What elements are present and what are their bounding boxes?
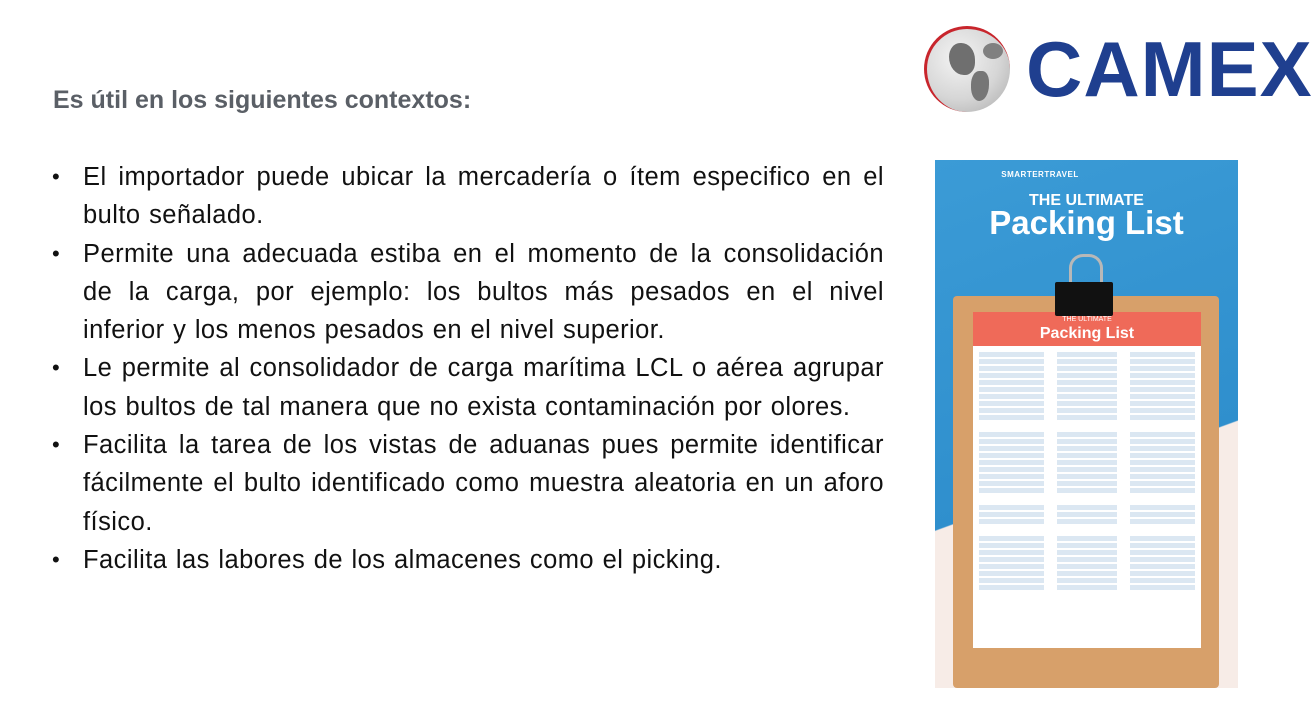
checklist-row bbox=[979, 460, 1195, 465]
poster-title: Packing List bbox=[989, 204, 1184, 241]
checklist-row bbox=[979, 519, 1195, 524]
packing-list-image bbox=[935, 160, 1238, 688]
checklist-row bbox=[979, 453, 1195, 458]
checklist-row bbox=[979, 408, 1195, 413]
bullet-text: Le permite al consolidador de carga marítima LCL o aérea agrupar los bultos de tal manera que no exista contaminación por olores. bbox=[83, 354, 884, 421]
poster-brand: SMARTERTRAVEL bbox=[1001, 170, 1079, 179]
bullet-list bbox=[52, 158, 884, 579]
checklist-row bbox=[979, 387, 1195, 392]
checklist-rows bbox=[979, 352, 1195, 592]
checklist-row bbox=[979, 557, 1195, 562]
checklist-row bbox=[979, 571, 1195, 576]
bullet-text: Permite una adecuada estiba en el momento de la consolidación de la carga, por ejemplo: los bultos más pesados en el nivel inferior y los menos pesados en el nivel superior. bbox=[83, 239, 884, 345]
bullet-text: El importador puede ubicar la mercadería o ítem especifico en el bulto señalado. bbox=[83, 163, 884, 230]
paper-subtitle: THE ULTIMATE bbox=[1062, 316, 1112, 323]
checklist-row bbox=[979, 505, 1195, 510]
bullet-item bbox=[52, 426, 884, 541]
slide-heading: Es útil en los siguientes contextos: bbox=[53, 86, 472, 114]
binder-clip-icon bbox=[1055, 282, 1113, 316]
bullet-dot: • bbox=[52, 164, 61, 189]
bullet-item bbox=[52, 158, 884, 235]
bullet-dot: • bbox=[52, 355, 61, 381]
checklist-row bbox=[979, 432, 1195, 437]
checklist-row bbox=[979, 585, 1195, 590]
checklist-row bbox=[979, 467, 1195, 472]
checklist-row bbox=[979, 394, 1195, 399]
checklist-paper bbox=[973, 312, 1201, 648]
checklist-row bbox=[979, 512, 1195, 517]
checklist-row bbox=[979, 564, 1195, 569]
checklist-row bbox=[979, 488, 1195, 493]
checklist-row bbox=[979, 352, 1195, 357]
checklist-row bbox=[979, 401, 1195, 406]
globe-icon bbox=[924, 26, 1010, 112]
bullet-dot: • bbox=[52, 432, 61, 458]
clipboard bbox=[953, 296, 1219, 688]
bullet-dot: • bbox=[52, 240, 61, 266]
paper-header bbox=[973, 312, 1201, 346]
bullet-item bbox=[52, 235, 884, 350]
checklist-row bbox=[979, 439, 1195, 444]
checklist-row bbox=[979, 446, 1195, 451]
checklist-row bbox=[979, 373, 1195, 378]
checklist-row bbox=[979, 380, 1195, 385]
poster-subtitle: THE ULTIMATE bbox=[1029, 192, 1144, 209]
checklist-row bbox=[979, 359, 1195, 364]
checklist-row bbox=[979, 543, 1195, 548]
checklist-row bbox=[979, 366, 1195, 371]
bullet-text: Facilita la tarea de los vistas de aduanas pues permite identificar fácilmente el bulto identificado como muestra aleatoria en un aforo físico. bbox=[83, 431, 884, 536]
checklist-row bbox=[979, 481, 1195, 486]
logo-text: CAMEX bbox=[1026, 25, 1313, 113]
bullet-text: Facilita las labores de los almacenes como el picking. bbox=[83, 545, 722, 574]
paper-title: Packing List bbox=[1039, 325, 1135, 342]
checklist-row bbox=[979, 536, 1195, 541]
checklist-row bbox=[979, 550, 1195, 555]
checklist-row bbox=[979, 474, 1195, 479]
bullet-item bbox=[52, 541, 884, 579]
checklist-row bbox=[979, 578, 1195, 583]
camex-logo bbox=[918, 24, 1313, 116]
bullet-item bbox=[52, 349, 884, 426]
checklist-row bbox=[979, 415, 1195, 420]
bullet-dot: • bbox=[52, 546, 61, 572]
